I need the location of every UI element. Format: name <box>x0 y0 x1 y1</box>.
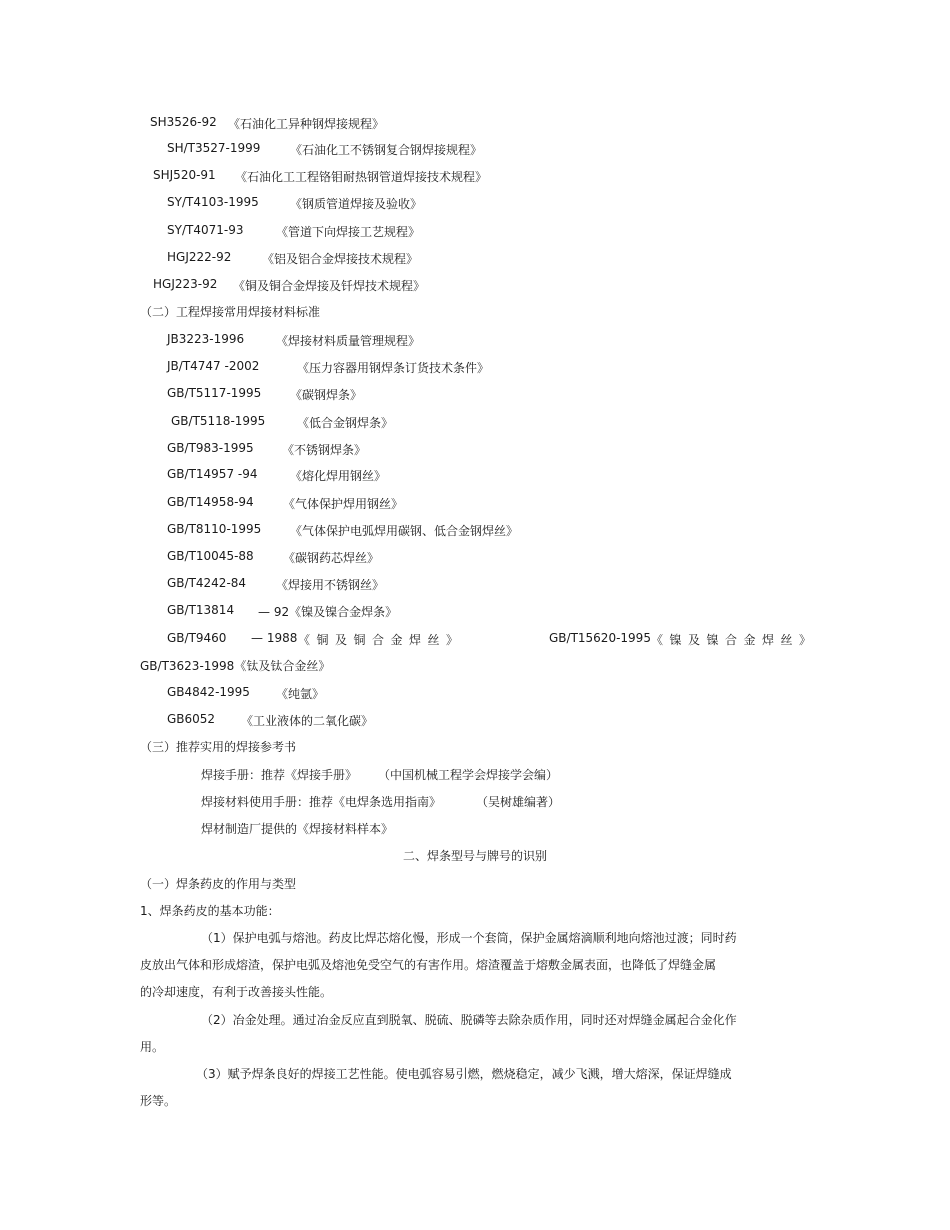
standard-code: HGJ223-92 <box>153 277 218 291</box>
standard-title: 《熔化焊用钢丝》 <box>290 469 387 483</box>
paragraph-line: 用。 <box>140 1040 165 1054</box>
standard-code: GB6052 <box>167 712 216 726</box>
standard-year: — 1988 <box>251 631 298 645</box>
standard-code: GB/T5117-1995 <box>167 386 262 400</box>
subsection-heading: 1、焊条药皮的基本功能： <box>140 904 280 918</box>
standard-title: 《石油化工工程铬钼耐热钢管道焊接技术规程》 <box>235 170 488 184</box>
book-item: 焊接手册：推荐《焊接手册》 <box>201 768 358 782</box>
book-note: （吴树雄编著） <box>476 795 561 809</box>
standard-code: GB/T13814 <box>167 603 235 617</box>
standard-title: 《气体保护电弧焊用碳钢、低合金钢焊丝》 <box>290 524 519 538</box>
book-note: （中国机械工程学会焊接学会编） <box>378 768 559 782</box>
standard-title: 《工业液体的二氧化碳》 <box>241 714 374 728</box>
standard-title: 《碳钢药芯焊丝》 <box>283 551 380 565</box>
standard-title: — 92《镍及镍合金焊条》 <box>258 605 398 619</box>
standard-title: 《铝及铝合金焊接技术规程》 <box>262 252 419 266</box>
standard-code: GB4842-1995 <box>167 685 250 699</box>
standard-title: 《焊接用不锈钢丝》 <box>276 578 385 592</box>
standard-title: 《焊接材料质量管理规程》 <box>276 334 421 348</box>
paragraph-line: 形等。 <box>140 1094 177 1108</box>
standard-code: SHJ520-91 <box>153 168 216 182</box>
paragraph-line: （3）赋予焊条良好的焊接工艺性能。使电弧容易引燃，燃烧稳定，减少飞溅，增大熔深，保证焊缝成 <box>196 1067 732 1081</box>
standard-code: GB/T15620-1995 <box>549 631 651 645</box>
standard-title: 《铜及铜合金焊接及钎焊技术规程》 <box>233 279 426 293</box>
subsection-heading: （一）焊条药皮的作用与类型 <box>140 877 297 891</box>
standard-code: SH/T3527-1999 <box>167 141 261 155</box>
standard-title: 《纯氩》 <box>276 687 325 701</box>
standard-code: GB/T983-1995 <box>167 441 254 455</box>
paragraph-line: 皮放出气体和形成熔渣，保护电弧及熔池免受空气的有害作用。熔渣覆盖于熔敷金属表面，也降低了焊缝金属 <box>140 958 717 972</box>
standard-code: GB/T4242-84 <box>167 576 247 590</box>
paragraph-line: （2）冶金处理。通过冶金反应直到脱氧、脱硫、脱磷等去除杂质作用，同时还对焊缝金属起合金化作 <box>201 1013 737 1027</box>
standard-code: HGJ222-92 <box>167 250 232 264</box>
standard-title: 《碳钢焊条》 <box>290 388 363 402</box>
standard-code: GB/T8110-1995 <box>167 522 262 536</box>
standard-title: 《石油化工异种钢焊接规程》 <box>228 117 385 131</box>
standard-title: 《石油化工不锈钢复合钢焊接规程》 <box>290 143 483 157</box>
standard-code: SY/T4103-1995 <box>167 195 259 209</box>
standard-title: 《气体保护焊用钢丝》 <box>283 497 404 511</box>
standard-code: GB/T14958-94 <box>167 495 254 509</box>
standard-code: GB/T5118-1995 <box>171 414 266 428</box>
section-heading: （三）推荐实用的焊接参考书 <box>140 740 297 754</box>
book-item: 焊材制造厂提供的《焊接材料样本》 <box>201 822 394 836</box>
paragraph-line: （1）保护电弧与熔池。药皮比焊芯熔化慢，形成一个套筒，保护金属熔滴顺利地向熔池过渡；同时药 <box>201 931 737 945</box>
standard-title: 《不锈钢焊条》 <box>282 443 367 457</box>
chapter-title: 二、焊条型号与牌号的识别 <box>402 849 547 863</box>
section-heading: （二）工程焊接常用焊接材料标准 <box>140 305 321 319</box>
standard-code: JB3223-1996 <box>167 332 245 346</box>
book-item: 焊接材料使用手册：推荐《电焊条选用指南》 <box>201 795 442 809</box>
standard-code: GB/T9460 <box>167 631 227 645</box>
standard-title: 《压力容器用钢焊条订货技术条件》 <box>297 361 490 375</box>
paragraph-line: 的冷却速度，有利于改善接头性能。 <box>140 985 333 999</box>
standard-title: 《镍及镍合金焊丝》 <box>651 633 818 647</box>
standard-code: GB/T10045-88 <box>167 549 254 563</box>
standard-title: 《铜及铜合金焊丝》 <box>298 633 465 647</box>
standard-code: JB/T4747 -2002 <box>167 359 260 373</box>
standard-title: 《低合金钢焊条》 <box>297 416 394 430</box>
standard-code: SY/T4071-93 <box>167 223 244 237</box>
standard-code: SH3526-92 <box>150 115 217 129</box>
standard-title: 《钢质管道焊接及验收》 <box>290 197 423 211</box>
standard-line: GB/T3623-1998《钛及钛合金丝》 <box>140 659 331 673</box>
standard-code: GB/T14957 -94 <box>167 467 258 481</box>
standard-title: 《管道下向焊接工艺规程》 <box>276 225 421 239</box>
